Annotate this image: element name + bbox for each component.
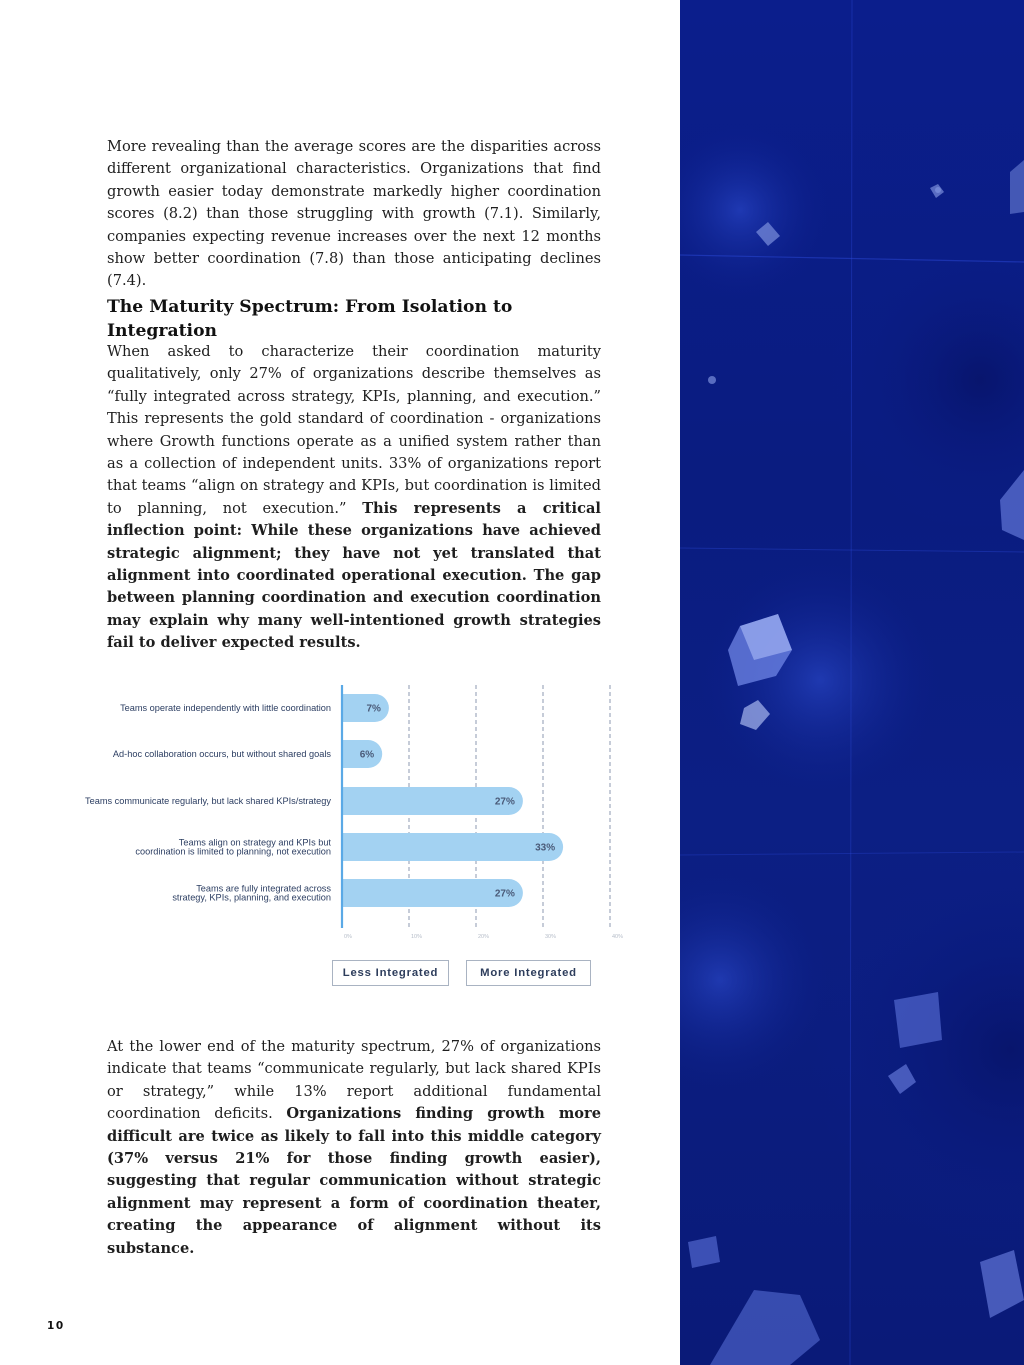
bar-value-label: 27% [494,796,515,808]
lower-paragraph [107,1036,601,1260]
category-label: coordination is limited to planning, not execution [135,846,331,857]
bar-value-label: 6% [359,749,375,761]
category-label: Teams operate independently with little coordination [120,703,331,713]
x-tick-label: 0% [344,934,352,940]
maturity-paragraph [107,341,601,655]
x-tick-label: 40% [612,934,624,940]
x-tick-label: 30% [545,934,557,940]
category-label: strategy, KPIs, planning, and execution [172,892,331,903]
maturity-paragraph-text: When asked to characterize their coordination maturity qualitatively, only 27% of organizations describe themselves as “fully integrated across strategy, KPIs, planning, and execution.” This represents the gold standard of coordination - organizations where Growth functions operate as a unified system rather than as a collection of independent units. 33% of organizations report that teams “align on strategy and KPIs, but coordination is limited to planning, not execution.” [107,343,601,517]
decorative-sidebar [680,0,1024,1365]
lower-paragraph-emphasis: Organizations finding growth more difficult are twice as likely to fall into this middle category (37% versus 21% for those finding growth easier), suggesting that regular communication without strategic alignment may represent a form of coordination theater, creating the appearance of alignment without its substance. [107,1105,601,1257]
lower-paragraph-text: At the lower end of the maturity spectrum, 27% of organizations indicate that teams “communicate regularly, but lack shared KPIs or strategy,” while 13% report additional fundamental coordination deficits. [107,1038,601,1123]
abstract-cubes-illustration [680,0,1024,1365]
page-number: 10 [47,1320,65,1332]
category-label: Ad-hoc collaboration occurs, but without shared goals [112,749,331,759]
bar [342,694,389,722]
x-tick-label: 10% [411,934,423,940]
maturity-paragraph-emphasis: This represents a critical inflection point: While these organizations have achieved strategic alignment; they have not yet translated that alignment into coordinated operational execution. The gap between planning coordination and execution coordination may explain why many well-intentioned growth strategies fail to deliver expected results. [107,499,601,652]
x-tick-label: 20% [478,934,490,940]
bar-value-label: 33% [535,842,556,854]
intro-paragraph: More revealing than the average scores are the disparities across different organizational characteristics. Organizations that find growth easier today demonstrate markedly higher coordination scores (8.2) than those struggling with growth (7.1). Similarly, companies expecting revenue increases over the next 12 months show better coordination (7.8) than those anticipating declines (7.4). [107,138,601,290]
bar [342,833,563,861]
legend-less-integrated: Less Integrated [332,960,449,986]
chart-canvas [40,680,640,950]
section-heading: The Maturity Spectrum: From Isolation to Integration [107,297,513,341]
category-label: Teams align on strategy and KPIs but [178,837,331,848]
category-label: Teams are fully integrated across [196,883,331,894]
legend-more-integrated: More Integrated [466,960,591,986]
category-label: Teams communicate regularly, but lack shared KPIs/strategy [85,796,331,806]
bar-value-label: 27% [494,888,515,900]
maturity-bar-chart [40,680,640,950]
bar-value-label: 7% [366,703,381,715]
